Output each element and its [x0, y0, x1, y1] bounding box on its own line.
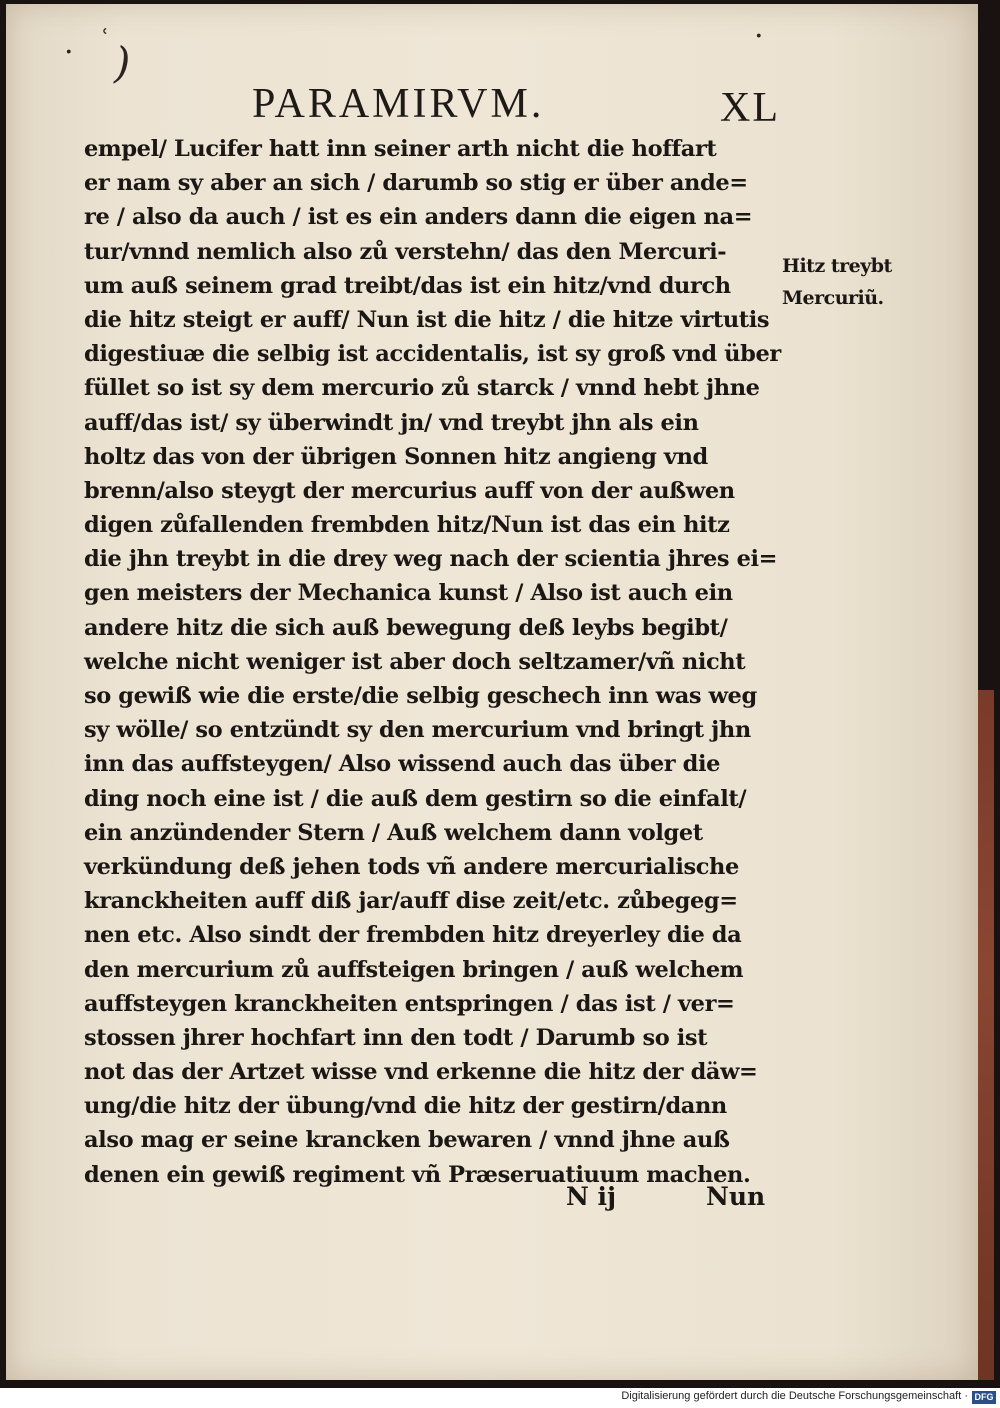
funding-credit: Digitalisierung gefördert durch die Deutsche Forschungsgemeinschaft · — [621, 1390, 968, 1402]
folio-number: XL — [720, 85, 780, 131]
signature-mark: N ij — [566, 1182, 617, 1211]
book-page — [6, 4, 978, 1380]
footer-bar — [0, 1388, 1000, 1408]
text-line: nen etc. Also sindt der frembden hitz dreyerley die da — [84, 922, 742, 949]
text-line: andere hitz die sich auß bewegung deß leybs begibt/ — [84, 614, 728, 641]
text-line: welche nicht weniger ist aber doch seltzamer/vñ nicht — [84, 648, 746, 675]
text-line: inn das auffsteygen/ Also wissend auch das über die — [84, 751, 721, 778]
text-line: füllet so ist sy dem mercurio zů starck / vnnd hebt jhne — [84, 375, 760, 402]
corner-mark-3: . — [64, 26, 74, 61]
text-line: gen meisters der Mechanica kunst / Also ist auch ein — [84, 580, 733, 607]
text-line: tur/vnnd nemlich also zů verstehn/ das den Mercuri- — [84, 238, 727, 265]
text-line: empel/ Lucifer hatt inn seiner arth nicht die hoffart — [84, 136, 717, 162]
corner-mark-2: ) — [114, 38, 131, 87]
text-line: ding noch eine ist / die auß dem gestirn so die einfalt/ — [84, 785, 747, 812]
marginal-note-line: Mercuriũ. — [782, 287, 884, 309]
text-line: not das der Artzet wisse vnd erkenne die hitz der däw= — [84, 1059, 758, 1086]
text-line: die hitz steigt er auff/ Nun ist die hitz / die hitze virtutis — [84, 306, 770, 333]
marginal-note — [782, 250, 912, 314]
text-line: auffsteygen kranckheiten entspringen / das ist / ver= — [84, 990, 735, 1017]
text-line: ein anzündender Stern / Auß welchem dann volget — [84, 819, 703, 846]
text-line: kranckheiten auff diß jar/auff dise zeit/etc. zůbegeg= — [84, 888, 738, 915]
text-line: ung/die hitz der übung/vnd die hitz der gestirn/dann — [84, 1093, 727, 1120]
text-line: auff/das ist/ sy überwindt jn/ vnd treybt jhn als ein — [84, 409, 699, 436]
text-line: den mercurium zů auffsteigen bringen / auß welchem — [84, 956, 744, 983]
text-line: digen zůfallenden frembden hitz/Nun ist das ein hitz — [84, 512, 730, 539]
text-line: sy wölle/ so entzündt sy den mercurium vnd bringt jhn — [84, 717, 751, 744]
text-line: die jhn treybt in die drey weg nach der scientia jhres ei= — [84, 546, 778, 573]
text-line: stossen jhrer hochfart inn den todt / Darumb so ist — [84, 1024, 708, 1051]
text-line: holtz das von der übrigen Sonnen hitz angieng vnd — [84, 443, 708, 470]
text-line: er nam sy aber an sich / darumb so stig er über ande= — [84, 170, 748, 197]
dfg-logo-icon: DFG — [972, 1391, 996, 1404]
catchword: Nun — [706, 1182, 766, 1211]
corner-mark-4: . — [754, 10, 764, 45]
marginal-note-line: Hitz treybt — [782, 255, 892, 277]
text-line: brenn/also steygt der mercurius auff von der außwen — [84, 477, 735, 504]
text-line: re / also da auch / ist es ein anders dann die eigen na= — [84, 204, 753, 231]
text-line: digestiuæ die selbig ist accidentalis, ist sy groß vnd über — [84, 341, 781, 368]
text-line: denen ein gewiß regiment vñ Præseruatiuum machen. — [84, 1161, 751, 1188]
text-block — [84, 132, 784, 1192]
running-head: PARAMIRVM. — [252, 81, 545, 127]
text-line: so gewiß wie die erste/die selbig geschech inn was weg — [84, 683, 757, 709]
corner-mark-1: ʿ — [102, 26, 109, 51]
text-line: um auß seinem grad treibt/das ist ein hitz/vnd durch — [84, 272, 731, 299]
text-line: verkündung deß jehen tods vñ andere mercurialische — [84, 853, 739, 880]
text-line: also mag er seine krancken bewaren / vnnd jhne auß — [84, 1127, 730, 1154]
